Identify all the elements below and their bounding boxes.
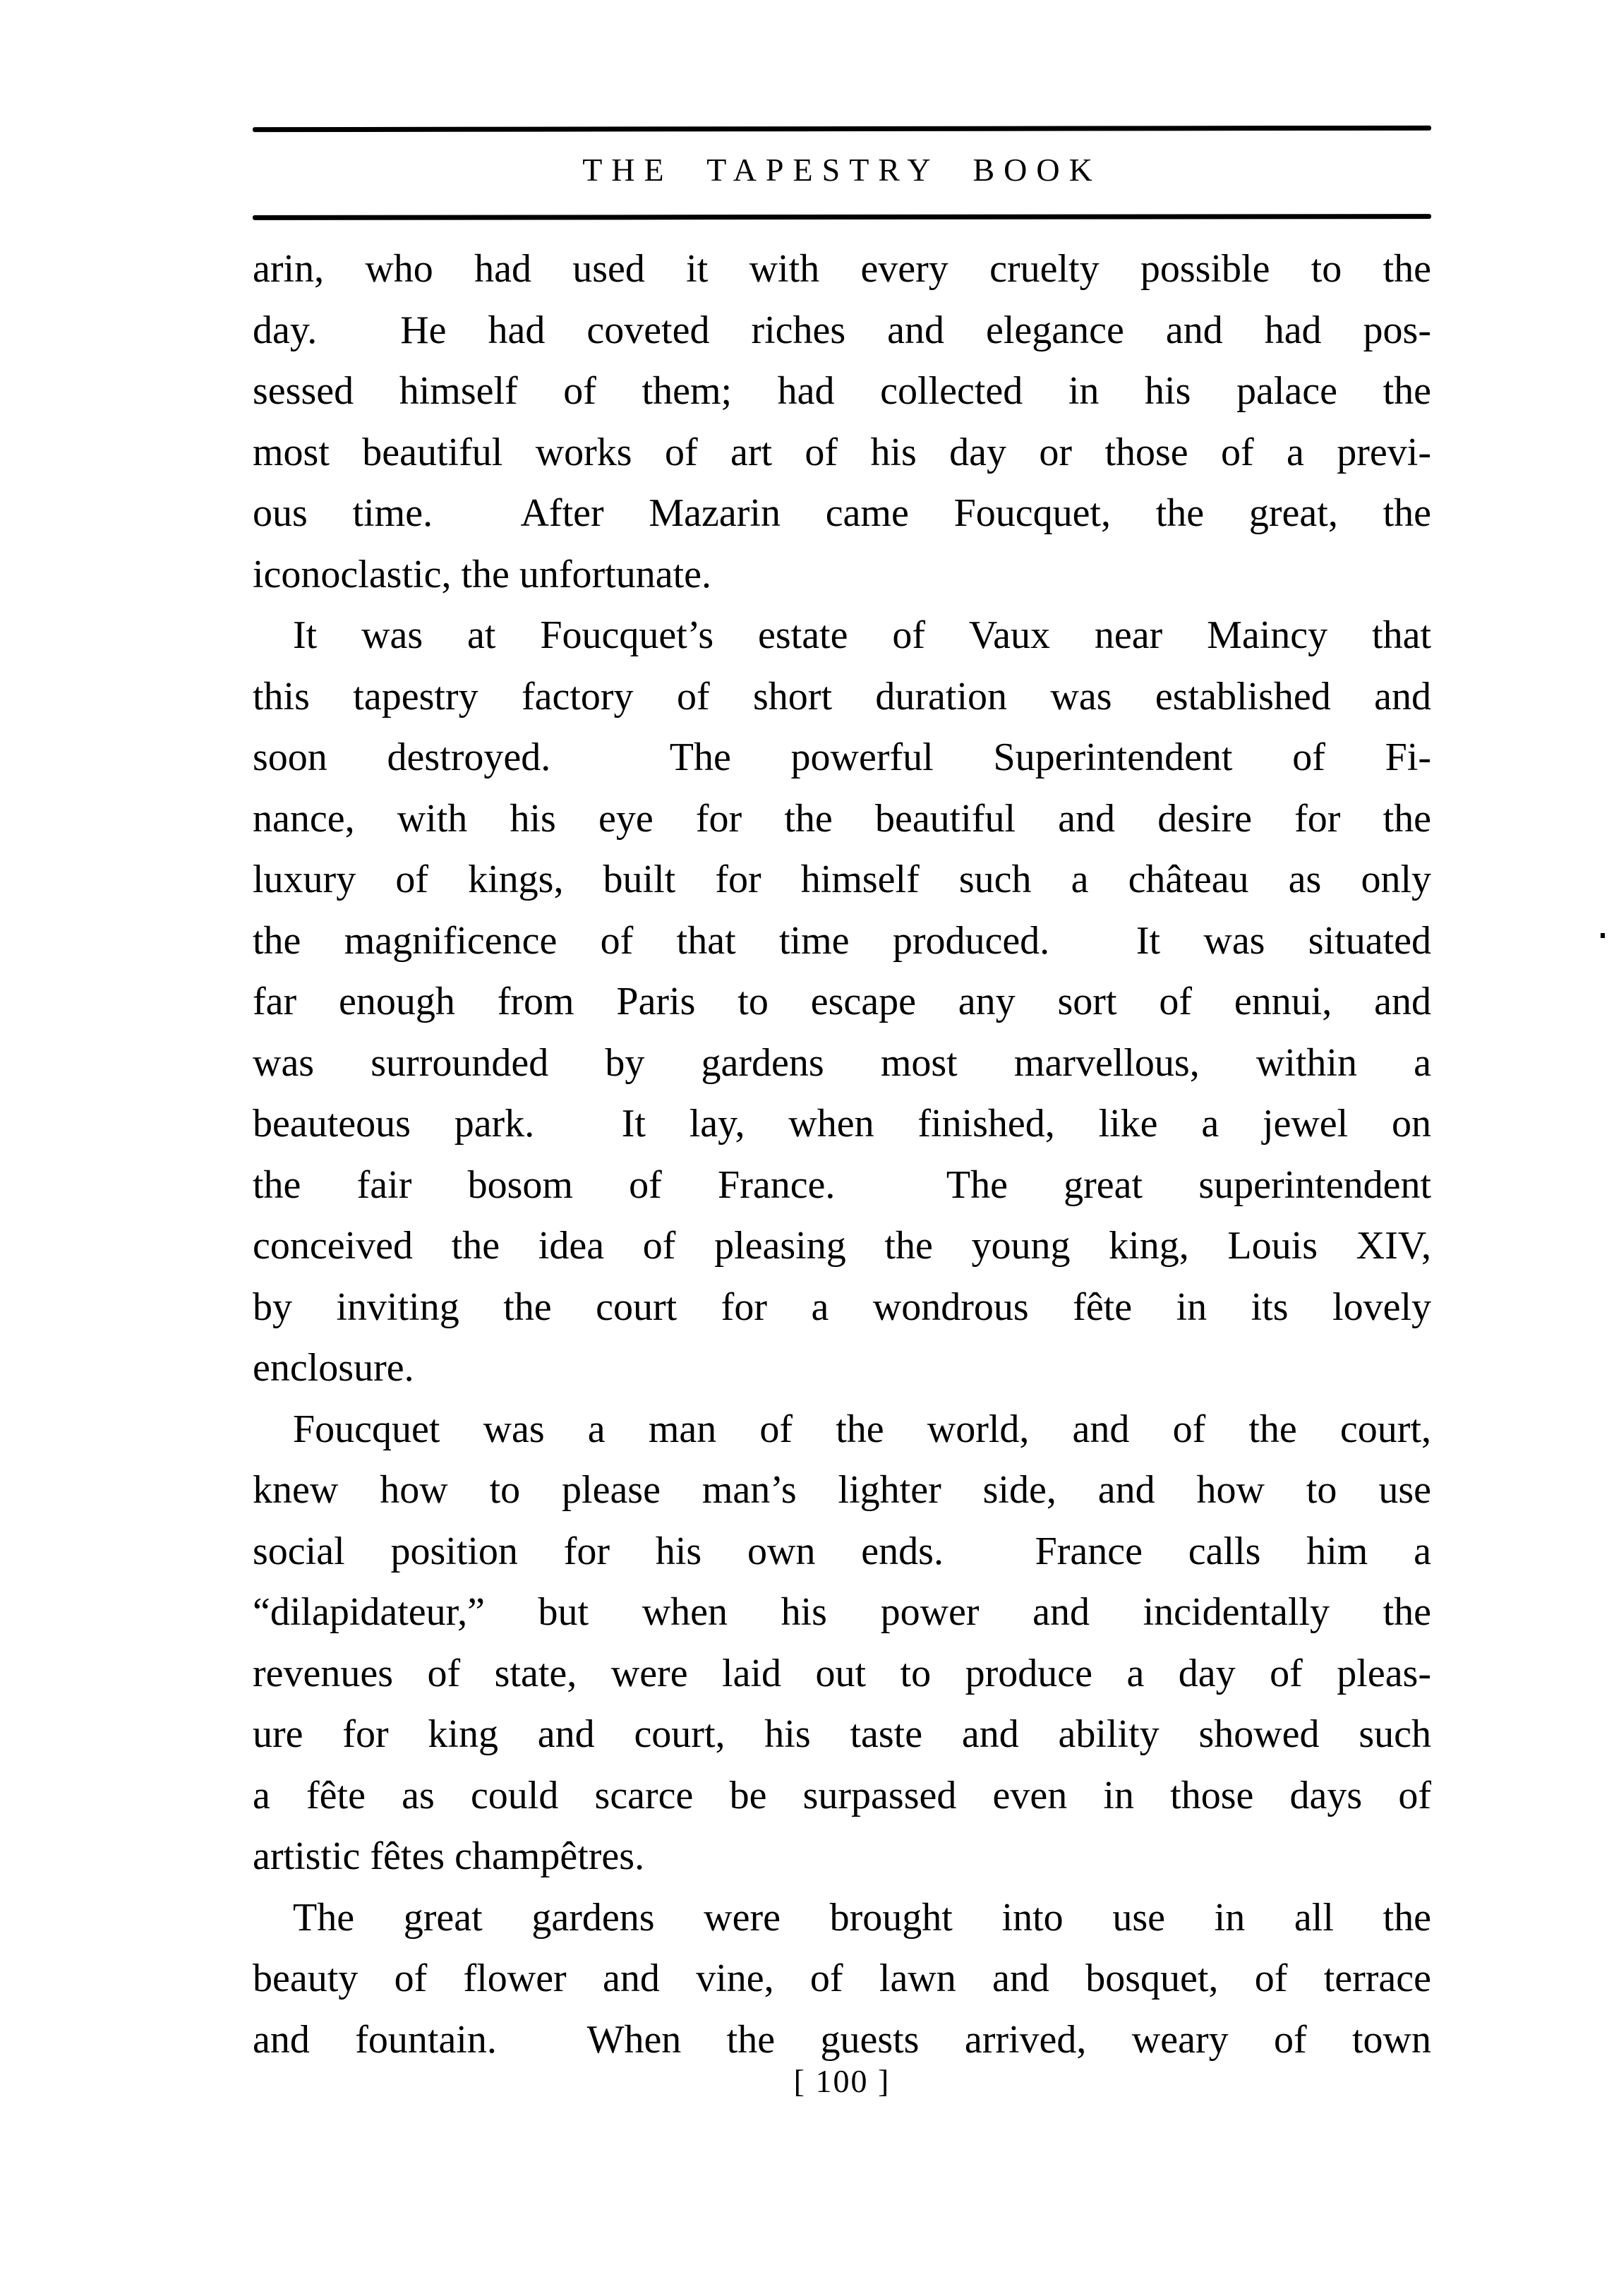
- running-head-title: THE TAPESTRY BOOK: [582, 152, 1102, 188]
- text-line: the magnificence of that time produced. It was situated: [253, 918, 1431, 963]
- text-line: day. He had coveted riches and elegance and had pos-: [253, 308, 1431, 352]
- text-line: “dilapidateur,” but when his power and incidentally the: [253, 1590, 1431, 1634]
- text-line: conceived the idea of pleasing the young king, Louis XIV,: [253, 1224, 1431, 1268]
- text-line: was surrounded by gardens most marvellous, within a: [253, 1040, 1431, 1085]
- body-text-block: [253, 239, 1431, 2070]
- text-line: social position for his own ends. France calls him a: [253, 1529, 1431, 1573]
- header-rule-top: [253, 126, 1431, 132]
- text-line: ure for king and court, his taste and ability showed such: [253, 1712, 1431, 1756]
- text-line: soon destroyed. The powerful Superintendent of Fi-: [253, 735, 1431, 779]
- header-rule-bottom: [253, 214, 1431, 220]
- scan-artifact-dot: [1601, 933, 1605, 938]
- text-line: nance, with his eye for the beautiful and desire for the: [253, 796, 1431, 841]
- text-line: and fountain. When the guests arrived, weary of town: [253, 2017, 1431, 2062]
- text-line: enclosure.: [253, 1346, 414, 1390]
- text-line: the fair bosom of France. The great superintendent: [253, 1162, 1431, 1207]
- text-line: sessed himself of them; had collected in his palace the: [253, 369, 1431, 413]
- text-line: The great gardens were brought into use in all the: [293, 1895, 1431, 1940]
- text-line: artistic fêtes champêtres.: [253, 1834, 645, 1878]
- text-line: Foucquet was a man of the world, and of the court,: [293, 1407, 1431, 1451]
- text-line: beauty of flower and vine, of lawn and bosquet, of terrace: [253, 1957, 1431, 2000]
- text-line: ous time. After Mazarin came Foucquet, the great, the: [253, 491, 1431, 535]
- text-line: revenues of state, were laid out to produce a day of pleas-: [253, 1651, 1431, 1695]
- text-line: a fête as could scarce be surpassed even in those days of: [253, 1773, 1431, 1817]
- text-line: arin, who had used it with every cruelty possible to the: [253, 247, 1431, 291]
- text-line: most beautiful works of art of his day or those of a previ-: [253, 430, 1431, 474]
- text-line: knew how to please man’s lighter side, and how to use: [253, 1468, 1431, 1512]
- text-line: beauteous park. It lay, when finished, like a jewel on: [253, 1102, 1431, 1146]
- text-line: this tapestry factory of short duration was established and: [253, 674, 1431, 719]
- text-line: iconoclastic, the unfortunate.: [253, 552, 711, 596]
- page-number: [ 100 ]: [793, 2063, 891, 2099]
- text-line: by inviting the court for a wondrous fête in its lovely: [253, 1285, 1431, 1329]
- text-line: luxury of kings, built for himself such a château as only: [253, 858, 1431, 901]
- text-line: It was at Foucquet’s estate of Vaux near Maincy that: [293, 613, 1431, 657]
- text-line: far enough from Paris to escape any sort of ennui, and: [253, 980, 1431, 1023]
